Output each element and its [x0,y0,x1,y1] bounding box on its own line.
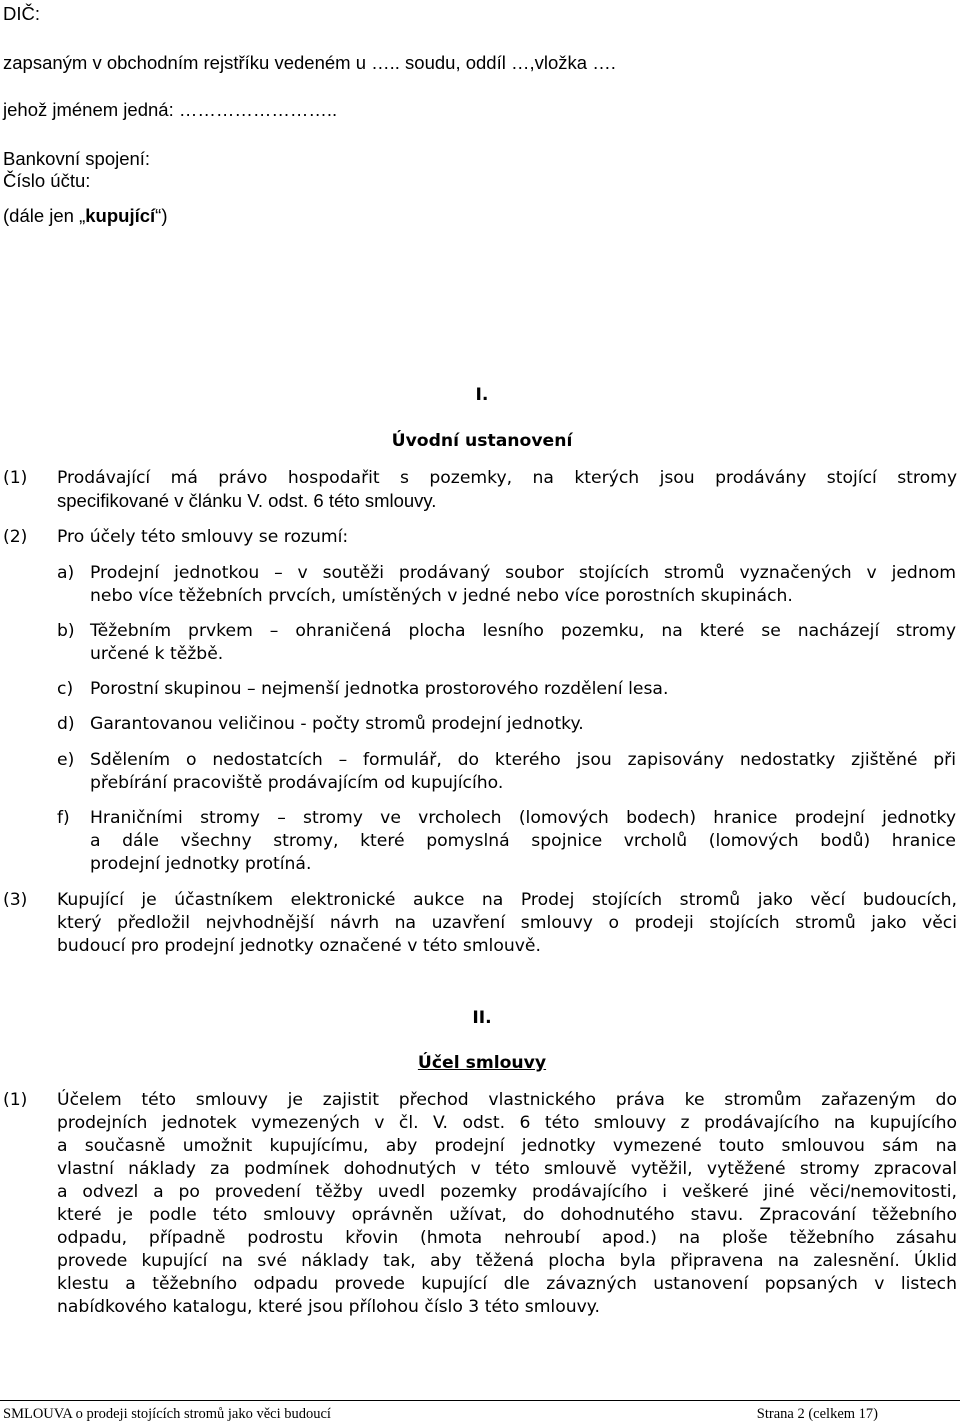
dic-label: DIČ: [3,3,40,24]
definition-f-line-3: prodejní jednotky protíná. [90,854,312,874]
definition-c-line-1: Porostní skupinou – nejmenší jednotka prostorového rozdělení lesa. [90,679,669,699]
buyer-alias [3,205,168,227]
section-2-p1-number: (1) [3,1090,28,1110]
definition-e-line-1: Sdělením o nedostatcích – formulář, do kterého jsou zapisovány nedostatky zjištěné při [90,750,956,770]
section-1-p1-number: (1) [3,468,28,488]
section-2-p1-line-1: Účelem této smlouvy je zajistit přechod vlastnického práva ke stromům zařazeným do [57,1090,957,1110]
definition-f-line-2: a dále všechny stromy, které pomyslná spojnice vrcholů (lomových bodů) hranice [90,831,956,851]
definition-f-line-1: Hraničními stromy – stromy ve vrcholech (lomových bodech) hranice prodejní jednotky [90,808,956,828]
section-2-p1-line-7: odpadu, případně podrostu křovin (hmota nehroubí apod.) na ploše těžebního zásahu [57,1228,957,1248]
section-2-p1-line-3: a současně umožnit kupujícímu, aby prodejní jednotky vymezené touto smlouvou sám na [57,1136,957,1156]
section-1-p2-intro: Pro účely této smlouvy se rozumí: [57,527,349,547]
buyer-alias-term: kupující [85,205,156,226]
account-line: Číslo účtu: [3,170,91,191]
footer-page-number: Strana 2 (celkem 17) [756,1406,878,1422]
section-2-p1-line-6: které je podle této smlouvy oprávněn užívat, do dohodnutého stavu. Zpracování těžebního [57,1205,957,1225]
section-2-title: Účel smlouvy [417,1053,547,1073]
definition-b-line-2: určené k těžbě. [90,644,224,664]
section-2-p1-line-5: a odvezl a po provedení těžby uvedl pozemky prodávajícího i veškeré jiné věci/nemovitosti, [57,1182,957,1202]
definition-e-label: e) [57,750,75,770]
bank-line: Bankovní spojení: [3,148,151,169]
section-1-p1-line-1: Prodávající má právo hospodařit s pozemky, na kterých jsou prodávány stojící stromy [57,468,957,488]
section-2-p1-line-4: vlastní náklady za podmínek dohodnutých v této smlouvě vytěžil, vytěžené stromy zpracoval [57,1159,957,1179]
registry-line: zapsaným v obchodním rejstříku vedeném u ….. soudu, oddíl …,vložka …. [3,52,616,73]
definition-d-label: d) [57,714,75,734]
section-2-p1-line-2: prodejních jednotek vymezených v čl. V. odst. 6 této smlouvy z prodávajícího na kupujícího [57,1113,957,1133]
section-1-p3-line-2: který předložil nejvhodnější návrh na uzavření smlouvy o prodeji stojících stromů jako věci [57,913,957,933]
section-2-number: II. [472,1008,492,1028]
section-1-p3-line-1: Kupující je účastníkem elektronické aukce na Prodej stojících stromů jako věcí budoucích, [57,890,957,910]
section-1-p3-line-3: budoucí pro prodejní jednotky označené v této smlouvě. [57,936,541,956]
footer-document-title: SMLOUVA o prodeji stojících stromů jako věci budoucí [3,1406,331,1422]
section-1-title: Úvodní ustanovení [391,431,573,451]
section-1-p2-number: (2) [3,527,28,547]
buyer-alias-prefix: (dále jen „ [3,205,86,226]
footer-divider [0,1400,960,1401]
section-1-p3-number: (3) [3,890,28,910]
represented-line: jehož jménem jedná: …………………….. [3,99,338,120]
definition-a-line-1: Prodejní jednotkou – v soutěži prodávaný soubor stojících stromů vyznačených v jednom [90,563,956,583]
buyer-alias-suffix: “) [155,205,168,226]
section-2-p1-line-10: nabídkového katalogu, které jsou přílohou číslo 3 této smlouvy. [57,1297,600,1317]
section-1-p1-line-2: specifikované v článku V. odst. 6 této smlouvy. [57,490,437,511]
section-1-number: I. [475,385,489,405]
definition-b-label: b) [57,621,75,641]
definition-c-label: c) [57,679,74,699]
definition-a-line-2: nebo více těžebních prvcích, umístěných v jedné nebo více porostních skupinách. [90,586,793,606]
section-2-p1-line-8: provede kupující na své náklady tak, aby těžená plocha byla připravena na zalesnění. Úklid [57,1251,957,1271]
section-2-p1-line-9: klestu a těžebního odpadu provede kupující dle závazných ustanovení popsaných v listech [57,1274,957,1294]
definition-d-line-1: Garantovanou veličinou - počty stromů prodejní jednotky. [90,714,584,734]
definition-a-label: a) [57,563,75,583]
definition-b-line-1: Těžebním prvkem – ohraničená plocha lesního pozemku, na které se nacházejí stromy [90,621,956,641]
definition-f-label: f) [57,808,70,828]
definition-e-line-2: přebírání pracoviště prodávajícím od kupujícího. [90,773,504,793]
